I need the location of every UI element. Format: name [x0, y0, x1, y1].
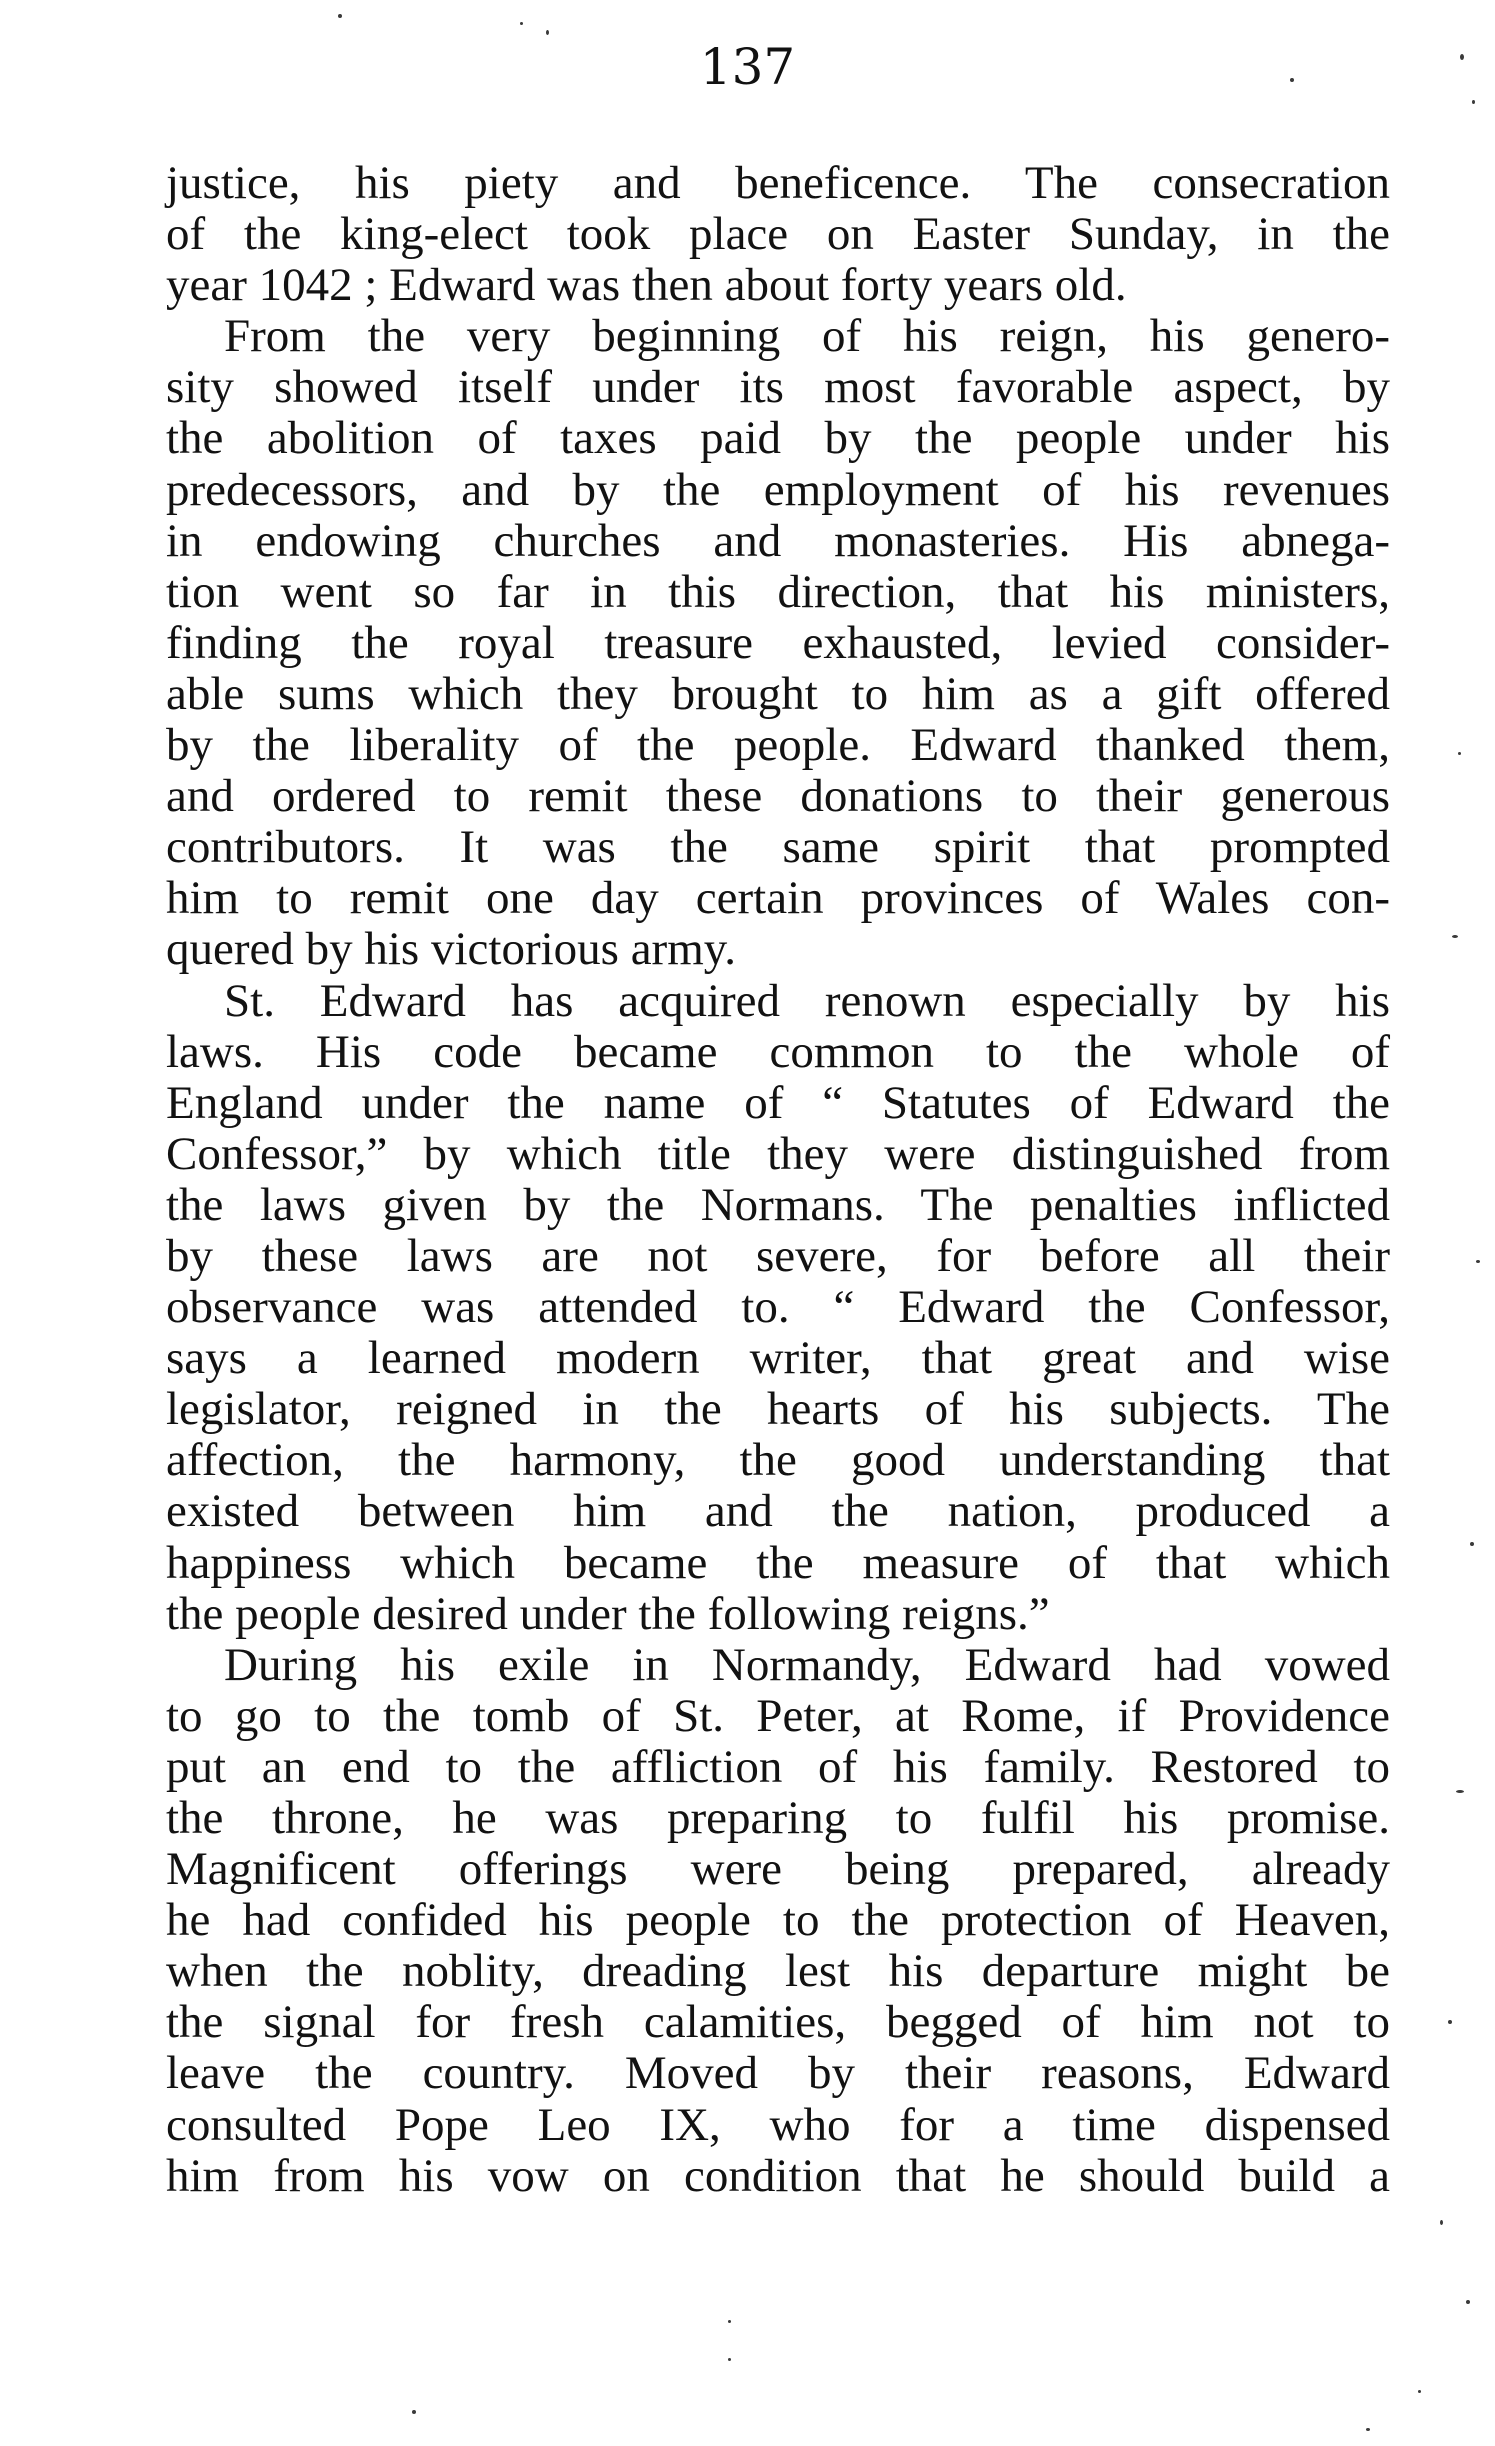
- text-line: Magnificent offerings were being prepared, already: [166, 1843, 1390, 1896]
- text-line: when the noblity, dreading lest his departure might be: [166, 1945, 1390, 1998]
- text-line: laws. His code became common to the whole of: [166, 1025, 1390, 1078]
- text-line: affection, the harmony, the good understanding that: [166, 1434, 1390, 1487]
- text-line: to go to the tomb of St. Peter, at Rome, if Providence: [166, 1689, 1390, 1742]
- text-line: and ordered to remit these donations to their generous: [166, 770, 1390, 823]
- text-line: happiness which became the measure of that which: [166, 1536, 1390, 1589]
- text-line: him to remit one day certain provinces of Wales con-: [166, 872, 1390, 925]
- text-line: St. Edward has acquired renown especially by his: [224, 974, 1390, 1027]
- scan-speck: [412, 2410, 416, 2414]
- text-line: observance was attended to. “ Edward the Confessor,: [166, 1281, 1390, 1334]
- text-line: the people desired under the following reigns.”: [166, 1587, 1050, 1640]
- scan-speck: [1456, 1790, 1464, 1793]
- text-line: put an end to the affliction of his family. Restored to: [166, 1740, 1390, 1793]
- scan-speck: [520, 22, 523, 25]
- text-line: by the liberality of the people. Edward thanked them,: [166, 719, 1390, 772]
- scan-speck: [1448, 2020, 1452, 2024]
- text-line: England under the name of “ Statutes of Edward the: [166, 1076, 1390, 1129]
- text-line: contributors. It was the same spirit that prompted: [166, 821, 1390, 874]
- scan-speck: [1366, 2428, 1370, 2431]
- text-line: him from his vow on condition that he should build a: [166, 2149, 1390, 2202]
- text-line: consulted Pope Leo IX, who for a time dispensed: [166, 2098, 1390, 2151]
- text-line: During his exile in Normandy, Edward had vowed: [224, 1638, 1390, 1691]
- text-line: by these laws are not severe, for before all their: [166, 1229, 1390, 1282]
- page-number: 137: [699, 38, 796, 96]
- text-line: predecessors, and by the employment of his revenues: [166, 463, 1390, 516]
- scan-speck: [1290, 78, 1294, 82]
- text-line: From the very beginning of his reign, his genero-: [224, 310, 1390, 363]
- text-line: in endowing churches and monasteries. His abnega-: [166, 514, 1390, 567]
- scan-speck: [1418, 2390, 1421, 2393]
- text-line: Confessor,” by which title they were distinguished from: [166, 1127, 1390, 1180]
- text-line: legislator, reigned in the hearts of his subjects. The: [166, 1383, 1390, 1436]
- text-line: of the king-elect took place on Easter Sunday, in the: [166, 208, 1390, 261]
- scan-speck: [1466, 2300, 1470, 2304]
- text-line: finding the royal treasure exhausted, levied consider-: [166, 616, 1390, 669]
- text-line: quered by his victorious army.: [166, 923, 736, 976]
- scan-speck: [728, 2320, 731, 2323]
- text-line: the signal for fresh calamities, begged of him not to: [166, 1996, 1390, 2049]
- scan-speck: [546, 30, 549, 35]
- text-line: says a learned modern writer, that great and wise: [166, 1332, 1390, 1385]
- text-line: justice, his piety and beneficence. The consecration: [166, 157, 1390, 209]
- scan-speck: [1472, 100, 1475, 104]
- text-line: able sums which they brought to him as a gift offered: [166, 667, 1390, 720]
- scan-speck: [1460, 54, 1464, 60]
- text-line: sity showed itself under its most favorable aspect, by: [166, 361, 1390, 414]
- scan-speck: [728, 2358, 731, 2361]
- text-line: leave the country. Moved by their reasons, Edward: [166, 2047, 1390, 2100]
- text-line: the abolition of taxes paid by the people under his: [166, 412, 1390, 465]
- text-line: the throne, he was preparing to fulfil his promise.: [166, 1792, 1390, 1844]
- scan-speck: [1476, 1260, 1480, 1263]
- scan-speck: [1458, 752, 1461, 755]
- text-line: the laws given by the Normans. The penalties inflicted: [166, 1178, 1390, 1231]
- text-line: tion went so far in this direction, that his ministers,: [166, 565, 1390, 618]
- text-line: he had confided his people to the protection of Heaven,: [166, 1894, 1390, 1947]
- scan-speck: [1470, 1542, 1474, 1546]
- scan-speck: [1440, 2220, 1443, 2225]
- body-text: [166, 158, 1390, 2202]
- text-line: year 1042 ; Edward was then about forty years old.: [166, 259, 1127, 312]
- text-line: existed between him and the nation, produced a: [166, 1485, 1390, 1538]
- scan-speck: [338, 14, 342, 18]
- scan-speck: [1452, 935, 1458, 938]
